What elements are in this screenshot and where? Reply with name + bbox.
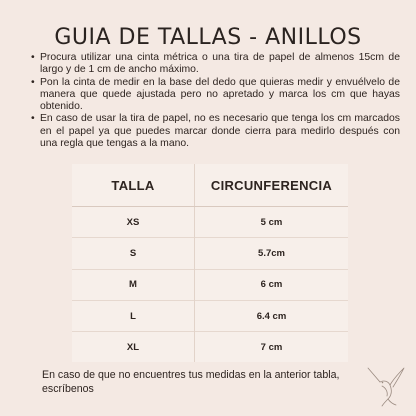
circumference-cell: 5 cm xyxy=(195,207,349,238)
size-cell: XL xyxy=(72,332,195,362)
hummingbird-icon xyxy=(366,362,406,408)
circumference-cell: 6 cm xyxy=(195,269,349,300)
footer-note: En caso de que no encuentres tus medidas en la anterior tabla, escríbenos xyxy=(42,369,340,395)
instruction-item: • En caso de usar la tira de papel, no es necesario que tenga los cm marcados en el papel ya que puedes marcar donde cierra para medirlo después con una regla que tengas a la mano. xyxy=(40,113,400,150)
page-title: GUIA DE TALLAS - ANILLOS xyxy=(54,24,362,50)
header-size: TALLA xyxy=(72,164,195,207)
size-table xyxy=(72,164,348,362)
size-table-container xyxy=(72,164,348,362)
table-row xyxy=(72,300,348,331)
circumference-cell: 6.4 cm xyxy=(195,300,349,331)
table-row xyxy=(72,269,348,300)
table-header-row xyxy=(72,164,348,207)
instruction-item: • Pon la cinta de medir en la base del dedo que quieras medir y envuélvelo de manera que quede ajustada pero no apretado y marca los cm que hayas obtenido. xyxy=(40,77,400,114)
table-row xyxy=(72,238,348,269)
size-cell: XS xyxy=(72,207,195,238)
circumference-cell: 7 cm xyxy=(195,332,349,362)
table-row xyxy=(72,332,348,362)
size-cell: M xyxy=(72,269,195,300)
size-cell: S xyxy=(72,238,195,269)
table-row xyxy=(72,207,348,238)
instruction-item: • Procura utilizar una cinta métrica o una tira de papel de almenos 15cm de largo y de 1 cm de ancho máximo. xyxy=(40,52,400,77)
size-cell: L xyxy=(72,300,195,331)
instructions-list xyxy=(30,52,400,150)
circumference-cell: 5.7cm xyxy=(195,238,349,269)
header-circumference: CIRCUNFERENCIA xyxy=(195,164,349,207)
